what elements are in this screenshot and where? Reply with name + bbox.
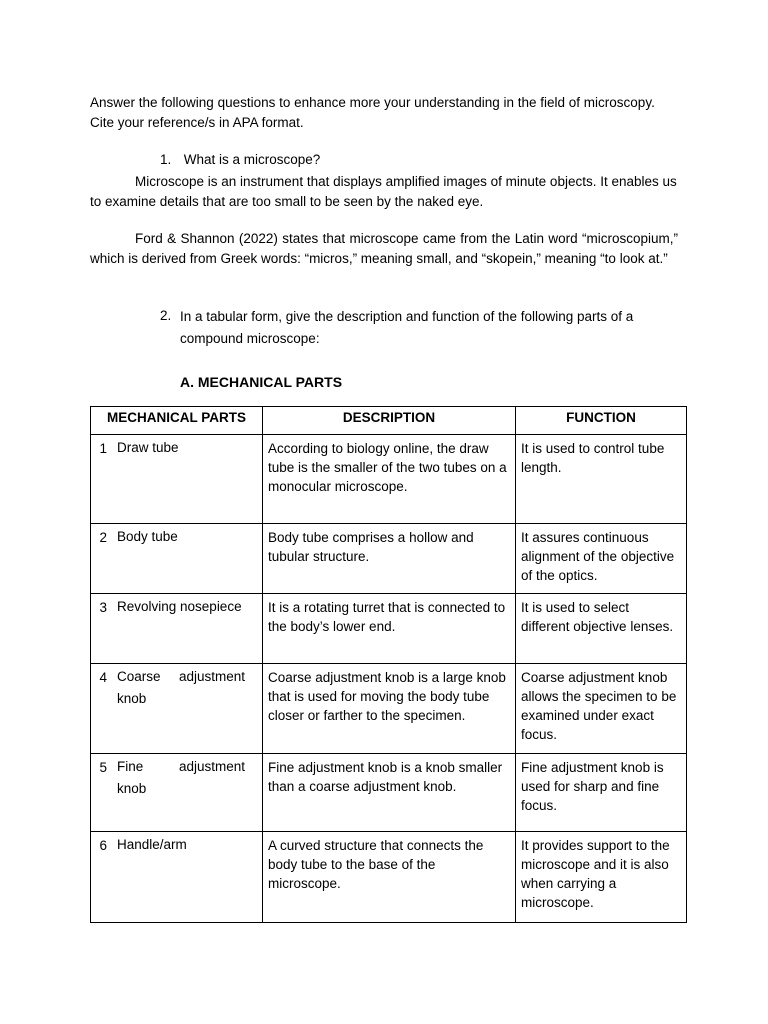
- question-2-text: In a tabular form, give the description and function of the following parts of a compound microscope:: [180, 309, 634, 346]
- intro-line-2: Cite your reference/s in APA format.: [90, 115, 304, 130]
- answer-paragraph-2: Ford & Shannon (2022) states that microscope came from the Latin word “microscopium,” which is derived from Greek words: “micros,” meaning small, and “skopein,” meaning “to look at.”: [90, 231, 678, 266]
- header-function: FUNCTION: [516, 407, 687, 435]
- part-name: Revolving nosepiece: [117, 599, 242, 614]
- description-cell: Body tube comprises a hollow and tubular structure.: [263, 524, 516, 594]
- question-1-number: 1.: [160, 152, 172, 167]
- question-1-text: What is a microscope?: [183, 152, 321, 167]
- function-cell: Fine adjustment knob is used for sharp and fine focus.: [516, 754, 687, 832]
- description-cell: A curved structure that connects the body tube to the base of the microscope.: [263, 832, 516, 923]
- function-cell: It is used to select different objective lenses.: [516, 594, 687, 664]
- intro-line-1: Answer the following questions to enhance more your understanding in the field of microscopy.: [90, 95, 655, 110]
- part-name: Handle/arm: [117, 837, 187, 852]
- table-row: [91, 594, 687, 664]
- mechanical-parts-table: [90, 406, 687, 923]
- table-row: [91, 435, 687, 524]
- description-cell: According to biology online, the draw tube is the smaller of the two tubes on a monocular microscope.: [263, 435, 516, 524]
- header-description: DESCRIPTION: [263, 407, 516, 435]
- description-cell: Fine adjustment knob is a knob smaller than a coarse adjustment knob.: [263, 754, 516, 832]
- part-name: Draw tube: [117, 440, 179, 455]
- section-title: A. MECHANICAL PARTS: [180, 374, 343, 390]
- table-row: [91, 832, 687, 923]
- part-name: Fine adjustment knob: [117, 759, 245, 796]
- part-cell: [91, 754, 263, 832]
- part-number: 2: [99, 530, 107, 545]
- part-cell: [91, 664, 263, 754]
- part-cell: [91, 524, 263, 594]
- function-cell: It assures continuous alignment of the objective of the optics.: [516, 524, 687, 594]
- function-cell: Coarse adjustment knob allows the specimen to be examined under exact focus.: [516, 664, 687, 754]
- question-2: [160, 306, 680, 350]
- part-cell: [91, 832, 263, 923]
- table-row: [91, 664, 687, 754]
- part-cell: [91, 594, 263, 664]
- part-number: 4: [99, 670, 107, 685]
- description-cell: It is a rotating turret that is connected to the body’s lower end.: [263, 594, 516, 664]
- table-row: [91, 754, 687, 832]
- question-2-number: 2.: [160, 308, 172, 323]
- answer-paragraph-1: Microscope is an instrument that displays amplified images of minute objects. It enables us to examine details that are too small to be seen by the naked eye.: [90, 174, 677, 209]
- part-cell: [91, 435, 263, 524]
- part-number: 5: [99, 760, 107, 775]
- part-number: 6: [99, 838, 107, 853]
- part-number: 3: [99, 600, 107, 615]
- part-name: Body tube: [117, 529, 178, 544]
- header-mechanical-parts: MECHANICAL PARTS: [91, 407, 263, 435]
- description-cell: Coarse adjustment knob is a large knob that is used for moving the body tube closer or farther to the specimen.: [263, 664, 516, 754]
- part-name: Coarse adjustment knob: [117, 669, 245, 706]
- question-1: [160, 150, 680, 170]
- table-row: [91, 524, 687, 594]
- intro-paragraph: [90, 93, 680, 133]
- function-cell: It is used to control tube length.: [516, 435, 687, 524]
- function-cell: It provides support to the microscope and it is also when carrying a microscope.: [516, 832, 687, 923]
- table-header-row: [91, 407, 687, 435]
- part-number: 1: [99, 441, 107, 456]
